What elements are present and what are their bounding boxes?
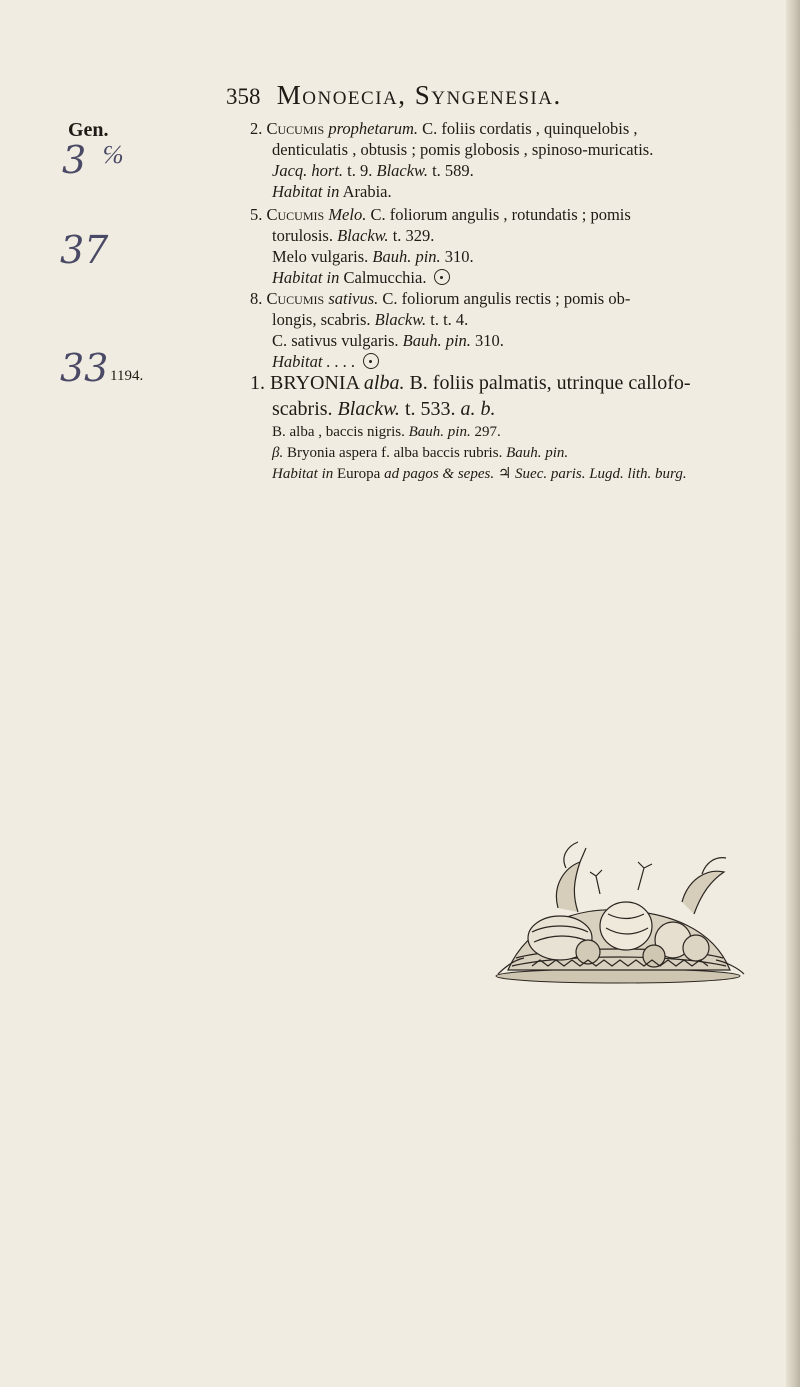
- diagnosis-text: C. foliis cordatis , quinquelobis ,: [422, 119, 638, 138]
- genus-name: Cucumis: [266, 119, 325, 138]
- entry-number: 5.: [250, 205, 263, 224]
- title-monoecia: Monoecia,: [276, 80, 407, 110]
- entry-cucumis-melo: [250, 204, 790, 288]
- reference-source: Blackw.: [337, 226, 389, 245]
- habitat-label: Habitat in: [272, 466, 334, 482]
- reference-plate: t. 329.: [392, 226, 435, 245]
- diagnosis-text: C. foliorum angulis , rotundatis ; pomis: [370, 205, 631, 224]
- reference-page: 297.: [474, 424, 501, 440]
- genus-name: BRYONIA: [270, 372, 359, 394]
- perennial-symbol-icon: ♃: [497, 466, 512, 482]
- handwritten-annotation: 37: [60, 228, 109, 272]
- genus-name: Cucumis: [266, 289, 325, 308]
- reference-page: 310.: [475, 331, 504, 350]
- habitat-place: Arabia.: [342, 182, 392, 201]
- annual-symbol-icon: [363, 353, 379, 369]
- entry-bryonia-alba: [250, 370, 790, 485]
- genus-name: Cucumis: [266, 205, 325, 224]
- species-epithet: Melo.: [328, 205, 367, 224]
- habitat-label: Habitat in: [272, 268, 340, 287]
- reference-source: Jacq. hort.: [272, 161, 344, 180]
- species-epithet: prophetarum.: [328, 119, 418, 138]
- locality-list: Suec. paris. Lugd. lith. burg.: [515, 466, 687, 482]
- reference-source: Blackw.: [374, 310, 427, 329]
- reference-source: Bauh. pin.: [372, 247, 441, 266]
- handwritten-mark: ℅: [102, 140, 124, 170]
- reference-source: Blackw.: [376, 161, 428, 180]
- entry-number: 1.: [250, 372, 265, 394]
- page-number: 358: [226, 84, 261, 109]
- habitat-label: Habitat in: [272, 182, 340, 201]
- reference-plate: t. 533.: [404, 398, 456, 420]
- genus-number: 1194.: [110, 368, 144, 384]
- diagnosis-text: denticulatis , obtusis ; pomis globosis , spinoso-muricatis.: [272, 140, 654, 159]
- synonym-text: Bryonia aspera f. alba baccis rubris.: [286, 445, 503, 461]
- reference-page: 310.: [444, 247, 474, 266]
- diagnosis-text: longis, scabris.: [272, 310, 371, 329]
- habitat-place: Calmucchia.: [343, 268, 427, 287]
- reference-plate: t. 9.: [347, 161, 373, 180]
- reference-source: Bauh. pin.: [506, 445, 569, 461]
- diagnosis-text: B. foliis palmatis, utrinque callofo-: [409, 372, 691, 394]
- reference-plate: t. 589.: [432, 161, 474, 180]
- diagnosis-text: C. foliorum angulis rectis ; pomis ob-: [382, 289, 631, 308]
- habitat-detail: ad pagos & sepes.: [384, 466, 495, 482]
- reference-source: Bauh. pin.: [402, 331, 471, 350]
- species-epithet: alba.: [363, 372, 405, 394]
- synonym-text: C. sativus vulgaris.: [272, 331, 399, 350]
- habitat-label: Habitat . . . .: [272, 352, 356, 371]
- handwritten-annotation: 3: [62, 138, 87, 182]
- synonym-text: B. alba , baccis nigris.: [272, 424, 405, 440]
- fruit-basket-vignette: [468, 828, 758, 988]
- handwritten-annotation: 33: [60, 346, 109, 390]
- reference-plate: t. t. 4.: [430, 310, 469, 329]
- reference-source: Blackw.: [337, 398, 400, 420]
- entry-number: 2.: [250, 119, 263, 138]
- diagnosis-text: torulosis.: [272, 226, 333, 245]
- annual-symbol-icon: [434, 269, 450, 285]
- species-epithet: sativus.: [328, 289, 379, 308]
- running-head: [226, 80, 562, 111]
- title-syngenesia: Syngenesia.: [414, 80, 562, 110]
- entry-cucumis-sativus: [250, 288, 790, 372]
- synonym-text: Melo vulgaris.: [272, 247, 369, 266]
- habitat-place: Europa: [337, 466, 381, 482]
- gen-label: Gen.: [68, 119, 109, 141]
- entry-cucumis-prophetarum: [250, 118, 790, 202]
- figure-letters: a. b.: [460, 398, 496, 420]
- entry-number: 8.: [250, 289, 263, 308]
- variety-marker: β.: [272, 445, 284, 461]
- diagnosis-text: scabris.: [272, 398, 333, 420]
- reference-source: Bauh. pin.: [408, 424, 471, 440]
